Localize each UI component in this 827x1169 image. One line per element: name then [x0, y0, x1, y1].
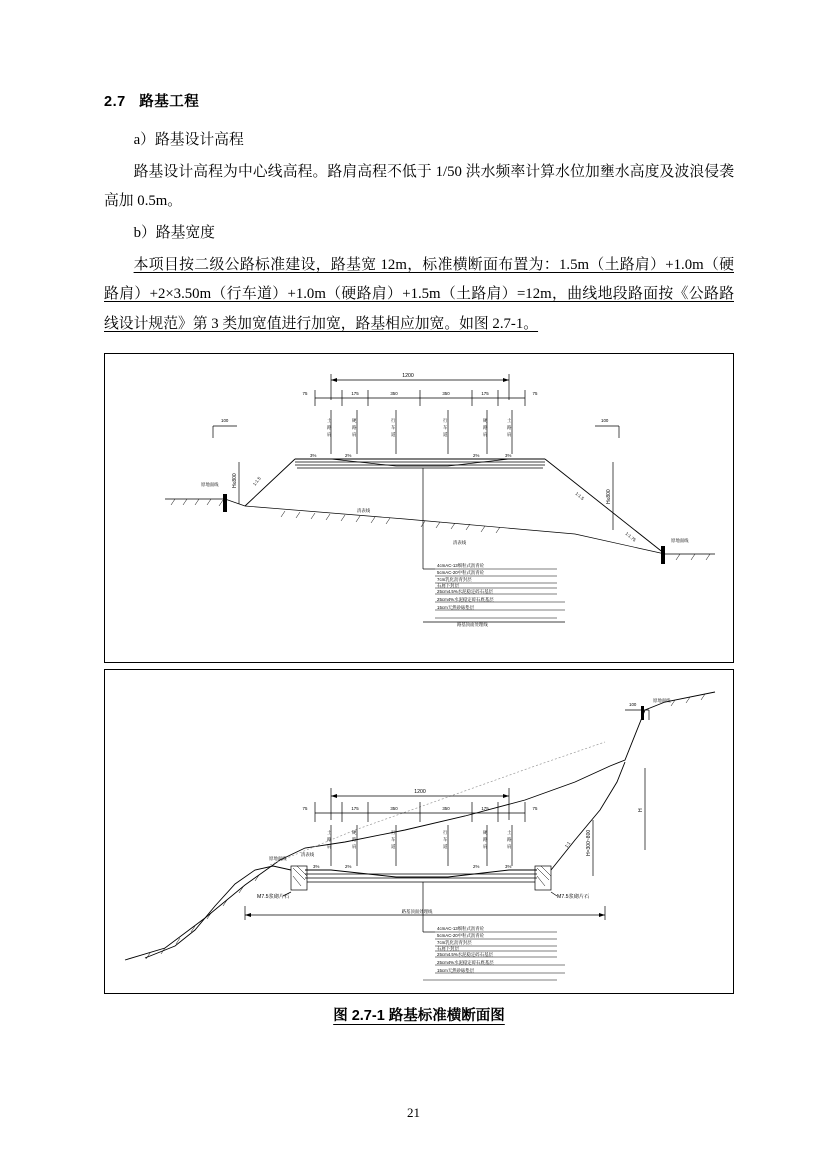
- svg-text:车: 车: [443, 425, 448, 431]
- svg-text:25cm4%水泥稳定碎石底基层: 25cm4%水泥稳定碎石底基层: [437, 960, 494, 966]
- svg-text:350: 350: [390, 806, 398, 812]
- svg-text:H≤800: H≤800: [232, 473, 238, 489]
- svg-text:H: H: [638, 808, 644, 813]
- svg-text:5cmAC-20中粒式沥青砼: 5cmAC-20中粒式沥青砼: [437, 933, 485, 939]
- svg-text:H=300~800: H=300~800: [586, 830, 592, 857]
- svg-text:原地面线: 原地面线: [671, 538, 689, 544]
- svg-text:路: 路: [507, 837, 512, 843]
- svg-text:25cm4%水泥稳定碎石底基层: 25cm4%水泥稳定碎石底基层: [437, 597, 494, 603]
- svg-text:175: 175: [481, 806, 489, 812]
- svg-text:肩: 肩: [483, 844, 488, 850]
- svg-text:3%: 3%: [505, 453, 512, 459]
- svg-text:25cm4.5%水泥稳定碎石基层: 25cm4.5%水泥稳定碎石基层: [437, 952, 493, 958]
- svg-text:175: 175: [481, 391, 489, 397]
- svg-text:15cm天然砂砾垫层: 15cm天然砂砾垫层: [437, 968, 475, 974]
- svg-text:1:1.5: 1:1.5: [251, 476, 262, 488]
- svg-text:H≤800: H≤800: [606, 489, 612, 505]
- section-heading: [104, 92, 734, 112]
- svg-text:2%: 2%: [473, 864, 480, 870]
- svg-text:道: 道: [443, 844, 448, 850]
- svg-text:1:1.5: 1:1.5: [574, 491, 586, 502]
- svg-text:硬: 硬: [483, 830, 488, 836]
- svg-text:4cmAC-13细粒式沥青砼: 4cmAC-13细粒式沥青砼: [437, 926, 485, 932]
- figure-caption: 图 2.7-1 路基标准横断面图: [333, 1008, 505, 1025]
- svg-text:车: 车: [391, 425, 396, 431]
- item-a-text: 路基设计高程为中心线高程。路肩高程不低于 1/50 洪水频率计算水位加壅水高度及波浪侵袭高加 0.5m。: [104, 163, 734, 210]
- cutting-svg: [105, 670, 733, 993]
- svg-text:路: 路: [327, 425, 332, 431]
- svg-text:5cmAC-20中粒式沥青砼: 5cmAC-20中粒式沥青砼: [437, 570, 485, 576]
- svg-text:1:1.75: 1:1.75: [624, 531, 637, 544]
- svg-text:4cmAC-13细粒式沥青砼: 4cmAC-13细粒式沥青砼: [437, 563, 485, 569]
- svg-text:原地面线: 原地面线: [201, 482, 219, 488]
- svg-text:硬: 硬: [352, 830, 357, 836]
- svg-text:75: 75: [532, 391, 538, 397]
- svg-text:175: 175: [351, 806, 359, 812]
- svg-text:土: 土: [327, 418, 332, 424]
- svg-text:1200: 1200: [414, 789, 426, 796]
- svg-text:肩: 肩: [507, 844, 512, 850]
- svg-text:15cm天然砂砾垫层: 15cm天然砂砾垫层: [437, 605, 475, 611]
- svg-text:100: 100: [601, 418, 609, 424]
- svg-text:石屑下封层: 石屑下封层: [437, 946, 459, 952]
- svg-text:肩: 肩: [483, 432, 488, 438]
- svg-text:肩: 肩: [507, 432, 512, 438]
- svg-text:肩: 肩: [327, 844, 332, 850]
- svg-text:土: 土: [507, 418, 512, 424]
- svg-text:3%: 3%: [313, 864, 320, 870]
- item-b-text: 本项目按二级公路标准建设，路基宽 12m，标准横断面布置为：1.5m（土路肩）+1.0m（硬路肩）+2×3.50m（行车道）+1.0m（硬路肩）+1.5m（土路肩）=12m，曲线地段路面按《公路路线设计规范》第 3 类加宽值进行加宽，路基相应加宽。如图 2.7-1。: [104, 256, 734, 332]
- svg-text:道: 道: [391, 432, 396, 438]
- page-content: [104, 92, 734, 1025]
- svg-text:车: 车: [443, 837, 448, 843]
- svg-text:清表线: 清表线: [453, 540, 467, 546]
- svg-text:原地面线: 原地面线: [653, 698, 671, 704]
- svg-text:路: 路: [352, 837, 357, 843]
- page-number: 21: [407, 1105, 420, 1120]
- item-a-label: a）路基设计高程: [133, 132, 244, 149]
- section-number: 2.7: [104, 94, 126, 110]
- svg-text:清表线: 清表线: [301, 852, 315, 858]
- svg-text:350: 350: [390, 391, 398, 397]
- svg-text:1200: 1200: [402, 373, 414, 380]
- svg-text:路: 路: [352, 425, 357, 431]
- svg-text:M7.5浆砌片石: M7.5浆砌片石: [557, 894, 590, 901]
- svg-text:道: 道: [443, 432, 448, 438]
- svg-text:350: 350: [442, 391, 450, 397]
- section-title: 路基工程: [139, 94, 200, 110]
- svg-text:7cm乳化沥青封层: 7cm乳化沥青封层: [437, 940, 472, 946]
- embankment-svg: [105, 354, 733, 662]
- svg-text:行: 行: [391, 418, 396, 424]
- svg-text:路: 路: [483, 837, 488, 843]
- svg-text:75: 75: [532, 806, 538, 812]
- svg-text:硬: 硬: [352, 418, 357, 424]
- svg-text:肩: 肩: [327, 432, 332, 438]
- svg-text:土: 土: [327, 830, 332, 836]
- svg-text:行: 行: [443, 418, 448, 424]
- svg-text:路: 路: [507, 425, 512, 431]
- svg-text:350: 350: [442, 806, 450, 812]
- svg-text:100: 100: [629, 702, 637, 708]
- svg-text:硬: 硬: [483, 418, 488, 424]
- embankment-cross-section-drawing: [104, 353, 734, 663]
- svg-text:175: 175: [351, 391, 359, 397]
- svg-text:石屑下封层: 石屑下封层: [437, 583, 459, 589]
- svg-text:原地面线: 原地面线: [269, 856, 287, 862]
- svg-text:道: 道: [391, 844, 396, 850]
- svg-text:路: 路: [327, 837, 332, 843]
- svg-text:行: 行: [443, 830, 448, 836]
- svg-text:3%: 3%: [310, 453, 317, 459]
- svg-text:肩: 肩: [352, 844, 357, 850]
- svg-text:清表线: 清表线: [357, 508, 371, 514]
- svg-text:2%: 2%: [345, 864, 352, 870]
- svg-text:3%: 3%: [505, 864, 512, 870]
- svg-text:75: 75: [302, 806, 308, 812]
- svg-text:2%: 2%: [473, 453, 480, 459]
- svg-text:75: 75: [302, 391, 308, 397]
- svg-text:100: 100: [221, 418, 229, 424]
- svg-text:1:1: 1:1: [563, 841, 572, 850]
- svg-text:路基顶面处理线: 路基顶面处理线: [401, 909, 433, 915]
- cutting-cross-section-drawing: [104, 669, 734, 994]
- svg-text:路基顶面处理线: 路基顶面处理线: [457, 622, 488, 628]
- svg-text:肩: 肩: [352, 432, 357, 438]
- svg-text:25cm4.5%水泥稳定碎石基层: 25cm4.5%水泥稳定碎石基层: [437, 589, 493, 595]
- svg-text:7cm乳化沥青封层: 7cm乳化沥青封层: [437, 577, 472, 583]
- item-b-label: b）路基宽度: [133, 225, 215, 242]
- svg-text:车: 车: [391, 837, 396, 843]
- figure-2-7-1: [104, 353, 734, 1025]
- svg-text:土: 土: [507, 830, 512, 836]
- svg-text:M7.5浆砌片石: M7.5浆砌片石: [257, 894, 290, 901]
- svg-text:行: 行: [391, 830, 396, 836]
- svg-text:2%: 2%: [345, 453, 352, 459]
- svg-text:路: 路: [483, 425, 488, 431]
